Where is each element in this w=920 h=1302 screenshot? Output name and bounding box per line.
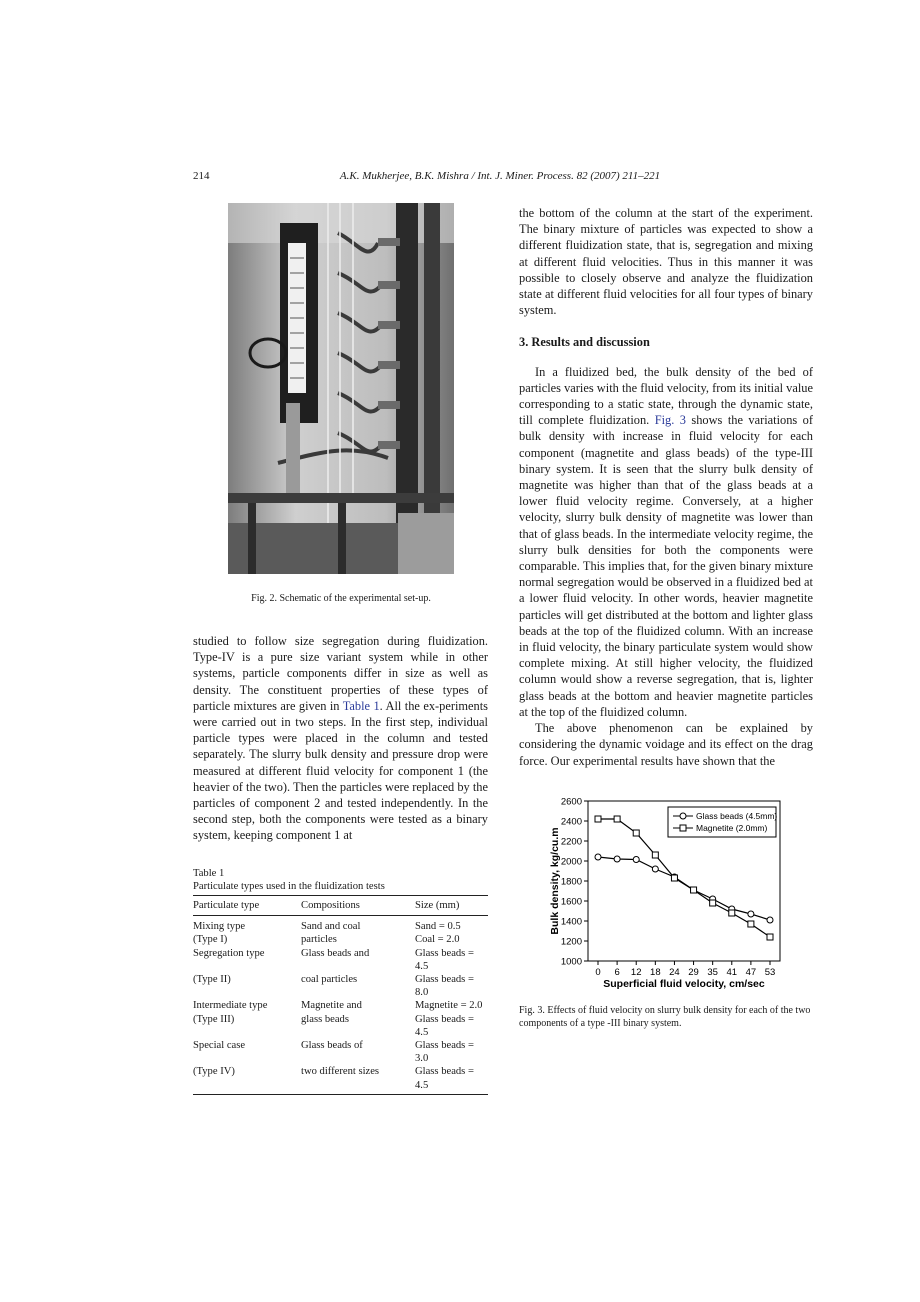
- y-tick-label: 1000: [560, 956, 582, 968]
- table-row: [193, 1039, 488, 1065]
- table-label: Table 1: [193, 868, 225, 879]
- right-paragraph-0: the bottom of the column at the start of the experiment. The binary mixture of particles was expected to show a different fluidization state, that is, segregation and mixing at different fluid velocities. Thus in this manner it was possible to closely observe and analyze the fluidization state at different fluid velocities for all four types of binary system.: [519, 206, 813, 318]
- page-number: 214: [193, 170, 210, 182]
- table-cell: Magnetite = 2.0: [415, 1000, 483, 1012]
- data-point-square: [710, 900, 716, 906]
- x-tick-label: 18: [650, 967, 661, 978]
- figure-3-chart: [540, 793, 800, 993]
- data-point-circle: [652, 866, 658, 872]
- x-tick-label: 0: [595, 967, 601, 978]
- experimental-setup-photo: [228, 203, 454, 574]
- table-row: [193, 1065, 488, 1094]
- right-paragraph-2: The above phenomenon can be explained by considering the dynamic voidage and its effect on the drag force. Our experimental results have shown that the: [519, 721, 813, 768]
- y-axis-label: Bulk density, kg/cu.m: [549, 827, 561, 935]
- figure-3-link[interactable]: Fig. 3: [654, 413, 686, 428]
- x-tick-label: 41: [726, 967, 738, 978]
- data-point-square: [652, 852, 658, 858]
- table-row: [193, 1013, 488, 1039]
- y-tick-label: 1200: [560, 936, 582, 948]
- table-cell: Special case: [193, 1040, 246, 1052]
- x-tick-label: 12: [630, 967, 642, 978]
- left-column-text: [193, 633, 488, 844]
- left-paragraph-part: . All the ex-periments were carried out in two steps. In the first step, individual particle types were placed in the column and tested separately. The slurry bulk density and pressure drop were measured at different fluid velocity for component 1 (the heavier of the two). Then the particles were replaced by the particles of component 2 and tested independently. In the second step, both the components were tested as a binary system, keeping component 1 at: [193, 698, 489, 843]
- y-tick-label: 2400: [560, 816, 582, 828]
- figure-2-caption: Fig. 2. Schematic of the experimental set-up.: [251, 593, 431, 604]
- data-point-circle: [595, 854, 601, 860]
- running-title: A.K. Mukherjee, B.K. Mishra / Int. J. Miner. Process. 82 (2007) 211–221: [339, 170, 661, 182]
- table-1: [193, 867, 488, 1095]
- table-cell: Glass beads = 4.5: [415, 1066, 474, 1091]
- table-cell: Coal = 2.0: [415, 934, 460, 946]
- table-header-cell: Size (mm): [415, 900, 460, 911]
- data-point-square: [767, 934, 773, 940]
- series-line: [598, 857, 770, 920]
- legend-label: Magnetite (2.0mm): [696, 823, 768, 833]
- table-cell: Sand = 0.5: [415, 921, 461, 933]
- table-row: [193, 999, 488, 1012]
- y-tick-label: 1800: [560, 876, 582, 888]
- table-header-cell: Compositions: [301, 900, 360, 911]
- section-heading: 3. Results and discussion: [519, 335, 650, 350]
- table-header-cell: Particulate type: [193, 900, 260, 911]
- x-tick-label: 53: [764, 967, 776, 978]
- y-tick-label: 2600: [560, 796, 582, 808]
- figure-3-caption: Fig. 3. Effects of fluid velocity on slurry bulk density for each of the two components of a type -III binary system.: [519, 1005, 811, 1029]
- table-cell: Segregation type: [193, 947, 265, 959]
- data-point-square: [614, 816, 620, 822]
- table-cell: (Type I): [193, 934, 228, 946]
- x-tick-label: 47: [745, 967, 757, 978]
- table-cell: Glass beads of: [301, 1040, 363, 1052]
- table-row: [193, 947, 488, 973]
- right-paragraph-part: In a fluidized bed, the bulk density of the bed of particles varies with the fluid velocity, from its initial value corresponding to a static state, through the dynamic state, till complete fluidization.: [519, 364, 813, 428]
- x-tick-label: 24: [669, 967, 680, 978]
- table-cell: Intermediate type: [193, 1000, 268, 1012]
- setup-photo-drawing: [228, 203, 454, 574]
- data-point-square: [748, 921, 754, 927]
- left-paragraph: [193, 633, 488, 844]
- table-row: [193, 933, 488, 946]
- data-point-square: [691, 887, 697, 893]
- data-point-square: [595, 816, 601, 822]
- chart-legend: [668, 807, 777, 837]
- left-paragraph-part: studied to follow size segregation during fluidization. Type-IV is a pure size variant system while in other systems, particle components differ in size as well as density. The constituent properties of these types of particle mixtures are given in: [193, 634, 488, 713]
- legend-marker-circle: [680, 813, 686, 819]
- table-cell: (Type II): [193, 974, 231, 986]
- table-cell: two different sizes: [301, 1066, 380, 1078]
- table-cell: (Type IV): [193, 1066, 235, 1078]
- particulate-table: [193, 895, 488, 1095]
- data-point-circle: [614, 856, 620, 862]
- table-row: [193, 973, 488, 999]
- table-cell: Glass beads = 8.0: [415, 974, 474, 999]
- table-cell: Glass beads = 4.5: [415, 1013, 474, 1038]
- right-paragraph-part: shows the variations of bulk density with increase in fluid velocity for each component (magnetite and glass beads) of the type-III binary system. It is seen that the slurry bulk density of magnetite was higher than that of the glass beads at a lower fluid velocity regime. Conversely, at a higher velocity, slurry bulk density of magnetite was lower than that of glass beads. In the intermediate velocity regime, the slurry bulk densities for both the components were comparable. This implies that, for the given binary mixture normal segregation would be observed in a fluidized bed at a lower fluid velocity. In other words, heavier magnetite particles will get distributed at the bottom and lighter glass beads at the top of the fluidized column. With an increase in fluid velocity, the binary particulate system would show complete mixing. At still higher velocity, the fluidized column would show a reverse segregation, that is, lighter glass beads at the bottom and heavier magnetite particles at the top of the fluidized column.: [519, 413, 813, 719]
- table-cell: particles: [301, 934, 337, 946]
- legend-marker-square: [680, 825, 686, 831]
- data-point-square: [729, 910, 735, 916]
- data-point-square: [633, 830, 639, 836]
- table-cell: Mixing type: [193, 921, 246, 933]
- data-point-circle: [767, 917, 773, 923]
- table-title: Particulate types used in the fluidization tests: [193, 881, 385, 892]
- right-paragraph-1: [519, 364, 813, 720]
- x-axis-label: Superficial fluid velocity, cm/sec: [603, 978, 765, 990]
- data-point-square: [671, 875, 677, 881]
- table-cell: (Type III): [193, 1013, 235, 1025]
- table-row: [193, 916, 488, 934]
- x-tick-label: 35: [707, 967, 718, 978]
- table-1-link[interactable]: Table 1: [342, 698, 380, 713]
- data-point-circle: [748, 911, 754, 917]
- bulk-density-chart: [540, 793, 800, 993]
- right-column-text: [519, 205, 813, 769]
- table-cell: Magnetite and: [301, 1000, 362, 1012]
- y-tick-label: 2200: [560, 836, 582, 848]
- x-tick-label: 29: [688, 967, 699, 978]
- table-cell: coal particles: [301, 974, 358, 986]
- table-cell: glass beads: [301, 1013, 349, 1025]
- y-tick-label: 1400: [560, 916, 582, 928]
- table-cell: Glass beads = 4.5: [415, 947, 474, 972]
- table-cell: Glass beads = 3.0: [415, 1040, 474, 1065]
- table-cell: Glass beads and: [301, 947, 370, 959]
- table-header-row: [193, 896, 488, 916]
- table-cell: Sand and coal: [301, 921, 361, 933]
- y-tick-label: 2000: [560, 856, 582, 868]
- x-tick-label: 6: [614, 967, 620, 978]
- y-tick-label: 1600: [560, 896, 582, 908]
- data-point-circle: [633, 857, 639, 863]
- legend-label: Glass beads (4.5mm): [696, 811, 778, 821]
